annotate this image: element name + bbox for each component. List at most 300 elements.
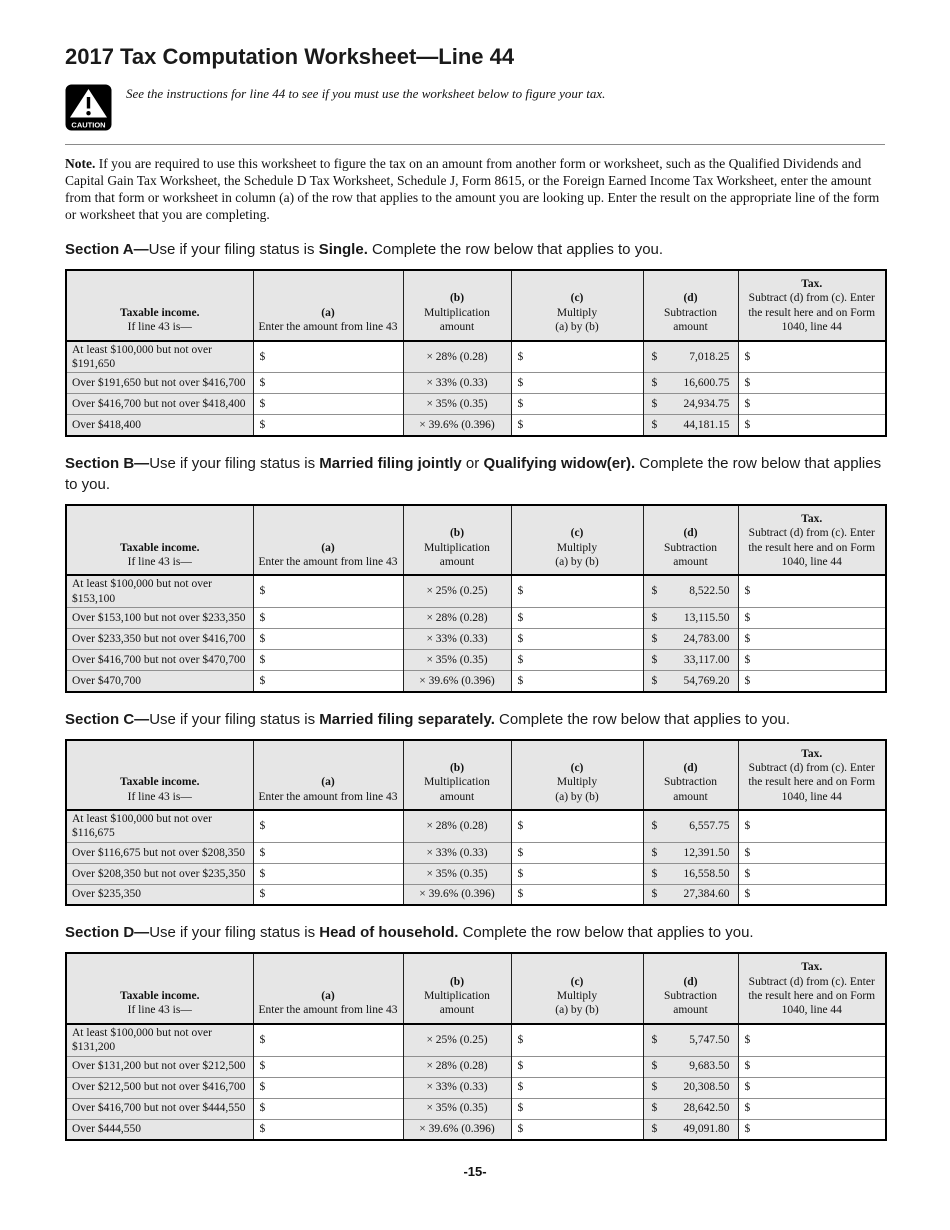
currency-sign: $ [651,585,658,598]
entry-cell-c: $ [511,863,643,884]
subtraction-amount-cell [643,608,738,629]
col-header-title: (c) [570,975,584,988]
col-header-title: (b) [449,975,465,988]
income-range-cell: Over $212,500 but not over $416,700 [66,1077,253,1098]
col-header-title: Taxable income. [120,541,200,554]
col-header-title: (d) [683,527,698,540]
entry-cell-a: $ [253,394,403,415]
col-header-sub: Subtract (d) from (c). Enter the result here and on Form 1040, line 44 [748,761,876,803]
currency-sign: $ [651,1033,658,1046]
entry-cell-c: $ [511,394,643,415]
table-row [66,671,886,692]
subtraction-value: 5,747.50 [689,1033,730,1046]
col-header-sub: Subtraction amount [663,541,718,568]
entry-cell-c: $ [511,341,643,373]
multiplication-amount-cell: × 35% (0.35) [403,1098,511,1119]
section-heading-run: Married filing jointly [319,454,462,472]
entry-cell-a: $ [253,863,403,884]
sections [65,239,885,1141]
subtraction-amount [652,584,730,598]
col-header-sub: Subtraction amount [663,306,718,334]
income-range-cell: Over $418,400 [66,415,253,436]
col-header-d [643,505,738,576]
subtraction-amount [652,376,730,390]
section-heading-run: Use if your filing status is [149,924,320,942]
subtraction-value: 49,091.80 [683,1123,730,1136]
col-header-sub: If line 43 is— [127,321,192,334]
subtraction-amount-cell [643,341,738,373]
section-heading-run: Complete the row below that applies to you. [367,241,664,258]
subtraction-amount-cell [643,1077,738,1098]
multiplication-amount-cell: × 39.6% (0.396) [403,415,511,436]
entry-cell-c: $ [511,415,643,436]
subtraction-amount-cell [643,884,738,905]
income-range-cell: Over $208,350 but not over $235,350 [66,863,253,884]
subtraction-amount [652,632,730,646]
section-heading [65,239,885,260]
multiplication-amount-cell: × 33% (0.33) [403,373,511,394]
tax-entry-cell: $ [738,863,886,884]
tax-entry-cell: $ [738,1024,886,1056]
tax-computation-table [65,504,887,693]
tax-computation-table [65,952,887,1141]
entry-cell-c: $ [511,575,643,607]
table-header-row [66,953,886,1024]
multiplication-amount-cell: × 39.6% (0.396) [403,884,511,905]
section-heading-run: or [461,454,484,472]
multiplication-amount-cell: × 35% (0.35) [403,650,511,671]
col-header-tax [738,505,886,576]
page-number: -15- [463,1164,487,1179]
section-heading-run: Qualifying widow(er). [483,454,636,472]
tax-entry-cell: $ [738,884,886,905]
col-header-title: (a) [321,541,335,554]
currency-sign: $ [651,820,658,833]
entry-cell-c: $ [511,629,643,650]
entry-cell-c: $ [511,1119,643,1140]
income-range-cell: Over $131,200 but not over $212,500 [66,1056,253,1077]
subtraction-amount [652,1122,730,1136]
col-header-title: (d) [683,292,698,305]
note-label: Note. [65,156,96,171]
multiplication-amount-cell: × 33% (0.33) [403,629,511,650]
subtraction-value: 33,117.00 [683,653,730,666]
tax-entry-cell: $ [738,608,886,629]
multiplication-amount-cell: × 33% (0.33) [403,842,511,863]
tax-entry-cell: $ [738,1119,886,1140]
table-row [66,842,886,863]
currency-sign: $ [651,632,658,645]
section-heading-run: Use if your filing status is [148,241,319,258]
col-header-sub: (a) by (b) [555,1004,599,1017]
income-range-cell: Over $191,650 but not over $416,700 [66,373,253,394]
table-row [66,863,886,884]
tax-entry-cell: $ [738,341,886,373]
entry-cell-a: $ [253,415,403,436]
multiplication-amount-cell: × 25% (0.25) [403,575,511,607]
entry-cell-c: $ [511,608,643,629]
divider [65,144,885,145]
entry-cell-c: $ [511,373,643,394]
section-heading-run: Complete the row below that applies to you. [65,454,882,493]
subtraction-value: 8,522.50 [689,585,730,598]
subtraction-value: 20,308.50 [683,1081,730,1094]
entry-cell-a: $ [253,629,403,650]
col-header-title: (b) [449,761,465,774]
entry-cell-a: $ [253,1056,403,1077]
table-row [66,629,886,650]
currency-sign: $ [651,846,658,859]
subtraction-amount-cell [643,373,738,394]
col-header-b [403,270,511,341]
entry-cell-c: $ [511,650,643,671]
table-row [66,884,886,905]
col-header-c [511,740,643,811]
col-header-sub: If line 43 is— [127,1004,192,1017]
subtraction-value: 9,683.50 [689,1060,730,1073]
subtraction-value: 6,557.75 [689,820,730,833]
subtraction-amount-cell [643,394,738,415]
col-header-sub: Enter the amount from line 43 [258,1004,398,1017]
col-header-b [403,953,511,1024]
multiplication-amount-cell: × 28% (0.28) [403,810,511,842]
col-header-sub: Subtraction amount [663,776,718,803]
section-heading [65,453,885,495]
table-row [66,575,886,607]
col-header-a [253,953,403,1024]
currency-sign: $ [651,1102,658,1115]
entry-cell-a: $ [253,1119,403,1140]
subtraction-amount-cell [643,415,738,436]
col-header-title: Taxable income. [120,990,200,1002]
col-header-sub: Enter the amount from line 43 [258,790,398,803]
subtraction-amount [652,674,730,688]
col-header-title: Tax. [801,961,823,974]
col-header-a [253,740,403,811]
table-row [66,394,886,415]
income-range-cell: At least $100,000 but not over $131,200 [66,1024,253,1056]
subtraction-amount-cell [643,1024,738,1056]
subtraction-value: 12,391.50 [683,846,730,859]
subtraction-amount-cell [643,1119,738,1140]
subtraction-amount [652,846,730,860]
currency-sign: $ [651,1060,658,1073]
table-row [66,341,886,373]
col-header-sub: Enter the amount from line 43 [258,321,398,334]
entry-cell-a: $ [253,884,403,905]
col-header-title: (b) [449,292,465,305]
table-row [66,1119,886,1140]
subtraction-amount-cell [643,629,738,650]
section-heading-run: Single. [318,241,368,258]
multiplication-amount-cell: × 35% (0.35) [403,863,511,884]
table-row [66,650,886,671]
section-heading-run: Head of household. [319,924,459,942]
table-header-row [66,505,886,576]
col-header-sub: Subtract (d) from (c). Enter the result here and on Form 1040, line 44 [748,527,876,568]
col-header-d [643,953,738,1024]
tax-entry-cell: $ [738,810,886,842]
subtraction-value: 54,769.20 [683,674,730,687]
multiplication-amount-cell: × 39.6% (0.396) [403,671,511,692]
col-header-title: Taxable income. [120,306,200,319]
subtraction-value: 27,384.60 [683,888,730,901]
income-range-cell: At least $100,000 but not over $153,100 [66,575,253,607]
entry-cell-a: $ [253,650,403,671]
table-header-row [66,740,886,811]
subtraction-amount-cell [643,575,738,607]
col-header-sub: If line 43 is— [127,790,192,803]
subtraction-amount [652,1033,730,1047]
col-header-tax [738,270,886,341]
col-header-b [403,505,511,576]
multiplication-amount-cell: × 28% (0.28) [403,341,511,373]
entry-cell-a: $ [253,1077,403,1098]
currency-sign: $ [651,653,658,666]
entry-cell-a: $ [253,373,403,394]
section-heading [65,922,885,943]
col-header-sub: Multiply [556,776,598,789]
multiplication-amount-cell: × 28% (0.28) [403,1056,511,1077]
currency-sign: $ [651,377,658,390]
section-heading-run: Use if your filing status is [149,454,320,472]
income-range-cell: Over $444,550 [66,1119,253,1140]
multiplication-amount-cell: × 28% (0.28) [403,608,511,629]
income-range-cell: At least $100,000 but not over $116,675 [66,810,253,842]
table-row [66,1024,886,1056]
worksheet-section [65,453,885,693]
currency-sign: $ [651,1123,658,1136]
currency-sign: $ [651,350,658,363]
col-header-sub: Multiply [556,306,598,319]
entry-cell-a: $ [253,671,403,692]
col-header-title: (c) [570,761,584,774]
col-header-tax [738,740,886,811]
tax-entry-cell: $ [738,1056,886,1077]
table-row [66,1056,886,1077]
col-header-title: Taxable income. [120,776,200,789]
subtraction-amount-cell [643,810,738,842]
subtraction-value: 7,018.25 [689,350,730,363]
col-header-title: Tax. [801,512,823,525]
tax-entry-cell: $ [738,575,886,607]
income-range-cell: Over $416,700 but not over $470,700 [66,650,253,671]
entry-cell-a: $ [253,1024,403,1056]
multiplication-amount-cell: × 33% (0.33) [403,1077,511,1098]
subtraction-value: 16,600.75 [683,377,730,390]
col-header-taxable-income [66,953,253,1024]
col-header-title: (d) [683,975,698,988]
currency-sign: $ [651,888,658,901]
subtraction-amount-cell [643,842,738,863]
subtraction-amount-cell [643,671,738,692]
col-header-d [643,740,738,811]
subtraction-amount-cell [643,863,738,884]
col-header-a [253,270,403,341]
table-row [66,373,886,394]
col-header-sub: If line 43 is— [127,555,192,568]
entry-cell-a: $ [253,608,403,629]
col-header-b [403,740,511,811]
section-heading-run: Complete the row below that applies to you. [458,924,754,942]
subtraction-value: 24,783.00 [683,632,730,645]
entry-cell-c: $ [511,810,643,842]
col-header-sub: (a) by (b) [555,321,599,334]
entry-cell-c: $ [511,884,643,905]
subtraction-value: 24,934.75 [683,398,730,411]
section-heading-run: Section D— [65,924,150,942]
entry-cell-a: $ [253,575,403,607]
multiplication-amount-cell: × 39.6% (0.396) [403,1119,511,1140]
section-heading-run: Use if your filing status is [149,710,320,728]
note-text: If you are required to use this worksheet to figure the tax on an amount from another form or worksheet, such as the Qualified Dividends and Capital Gain Tax Worksheet, the Schedule D Tax Worksheet, Schedule J, Form 8615, or the Foreign Earned Income Tax Worksheet, enter the amount from that form or worksheet in column (a) of the row that applies to the amount you are looking up. Enter the result on the appropriate line of the form or worksheet that you are completing. [65,156,880,222]
income-range-cell: Over $116,675 but not over $208,350 [66,842,253,863]
subtraction-amount-cell [643,1056,738,1077]
income-range-cell: Over $233,350 but not over $416,700 [66,629,253,650]
subtraction-value: 16,558.50 [683,867,730,880]
col-header-sub: Multiply [556,990,598,1002]
col-header-sub: Multiplication amount [424,306,490,334]
table-row [66,1098,886,1119]
section-heading [65,709,885,730]
col-header-d [643,270,738,341]
entry-cell-c: $ [511,1056,643,1077]
currency-sign: $ [651,611,658,624]
col-header-taxable-income [66,740,253,811]
col-header-sub: Subtraction amount [663,990,718,1017]
col-header-sub: Multiplication amount [424,990,490,1017]
subtraction-amount-cell [643,650,738,671]
currency-sign: $ [651,867,658,880]
income-range-cell: Over $235,350 [66,884,253,905]
col-header-sub: Multiplication amount [424,776,490,803]
entry-cell-c: $ [511,842,643,863]
multiplication-amount-cell: × 35% (0.35) [403,394,511,415]
page-title: 2017 Tax Computation Worksheet—Line 44 [65,44,515,69]
caution-icon-label: CAUTION [71,120,106,130]
currency-sign: $ [651,418,658,431]
col-header-taxable-income [66,505,253,576]
col-header-title: (b) [449,527,465,540]
tax-computation-table [65,269,887,437]
entry-cell-a: $ [253,1098,403,1119]
entry-cell-c: $ [511,1098,643,1119]
col-header-title: Tax. [801,278,823,290]
entry-cell-a: $ [253,341,403,373]
income-range-cell: Over $153,100 but not over $233,350 [66,608,253,629]
tax-entry-cell: $ [738,415,886,436]
worksheet-section [65,922,885,1141]
tax-entry-cell: $ [738,629,886,650]
income-range-cell: Over $470,700 [66,671,253,692]
subtraction-value: 44,181.15 [683,418,730,431]
table-row [66,415,886,436]
col-header-a [253,505,403,576]
col-header-sub: Multiply [556,541,598,554]
tax-entry-cell: $ [738,1098,886,1119]
col-header-title: (a) [321,306,335,319]
table-row [66,810,886,842]
subtraction-amount [652,397,730,411]
entry-cell-c: $ [511,671,643,692]
currency-sign: $ [651,674,658,687]
currency-sign: $ [651,398,658,411]
section-heading-run: Section C— [65,710,150,728]
note-paragraph [65,155,885,223]
caution-icon [65,84,112,131]
subtraction-amount [652,1059,730,1073]
worksheet-section [65,239,885,437]
currency-sign: $ [651,1081,658,1094]
col-header-sub: Subtract (d) from (c). Enter the result here and on Form 1040, line 44 [748,975,876,1017]
col-header-c [511,953,643,1024]
subtraction-value: 28,642.50 [683,1102,730,1115]
caution-note [65,84,885,132]
table-header-row [66,270,886,341]
section-heading-run: Complete the row below that applies to you. [494,710,791,728]
col-header-c [511,270,643,341]
col-header-title: (d) [683,761,698,774]
col-header-title: (c) [570,292,584,305]
entry-cell-a: $ [253,810,403,842]
section-heading-run: Section B— [65,454,150,472]
tax-entry-cell: $ [738,394,886,415]
worksheet-section [65,709,885,907]
col-header-title: (a) [321,776,335,789]
section-heading-run: Section A— [65,241,149,258]
subtraction-amount [652,350,730,364]
col-header-sub: Enter the amount from line 43 [258,555,398,568]
tax-computation-table [65,739,887,907]
subtraction-amount [652,819,730,833]
subtraction-amount [652,867,730,881]
subtraction-amount [652,418,730,432]
multiplication-amount-cell: × 25% (0.25) [403,1024,511,1056]
col-header-sub: (a) by (b) [555,555,599,568]
subtraction-amount-cell [643,1098,738,1119]
table-row [66,608,886,629]
col-header-title: (a) [321,990,335,1002]
caution-text: See the instructions for line 44 to see if you must use the worksheet below to figure your tax. [126,86,606,101]
tax-entry-cell: $ [738,650,886,671]
col-header-taxable-income [66,270,253,341]
entry-cell-a: $ [253,842,403,863]
tax-entry-cell: $ [738,671,886,692]
subtraction-value: 13,115.50 [683,611,730,624]
col-header-sub: Subtract (d) from (c). Enter the result here and on Form 1040, line 44 [748,292,876,334]
entry-cell-c: $ [511,1077,643,1098]
table-row [66,1077,886,1098]
subtraction-amount [652,1080,730,1094]
subtraction-amount [652,887,730,901]
tax-entry-cell: $ [738,373,886,394]
income-range-cell: Over $416,700 but not over $444,550 [66,1098,253,1119]
subtraction-amount [652,653,730,667]
income-range-cell: Over $416,700 but not over $418,400 [66,394,253,415]
col-header-title: Tax. [801,747,823,760]
col-header-sub: Multiplication amount [424,541,490,568]
entry-cell-c: $ [511,1024,643,1056]
col-header-sub: (a) by (b) [555,790,599,803]
subtraction-amount [652,1101,730,1115]
section-heading-run: Married filing separately. [319,710,495,728]
income-range-cell: At least $100,000 but not over $191,650 [66,341,253,373]
tax-entry-cell: $ [738,1077,886,1098]
col-header-tax [738,953,886,1024]
col-header-c [511,505,643,576]
tax-entry-cell: $ [738,842,886,863]
subtraction-amount [652,611,730,625]
